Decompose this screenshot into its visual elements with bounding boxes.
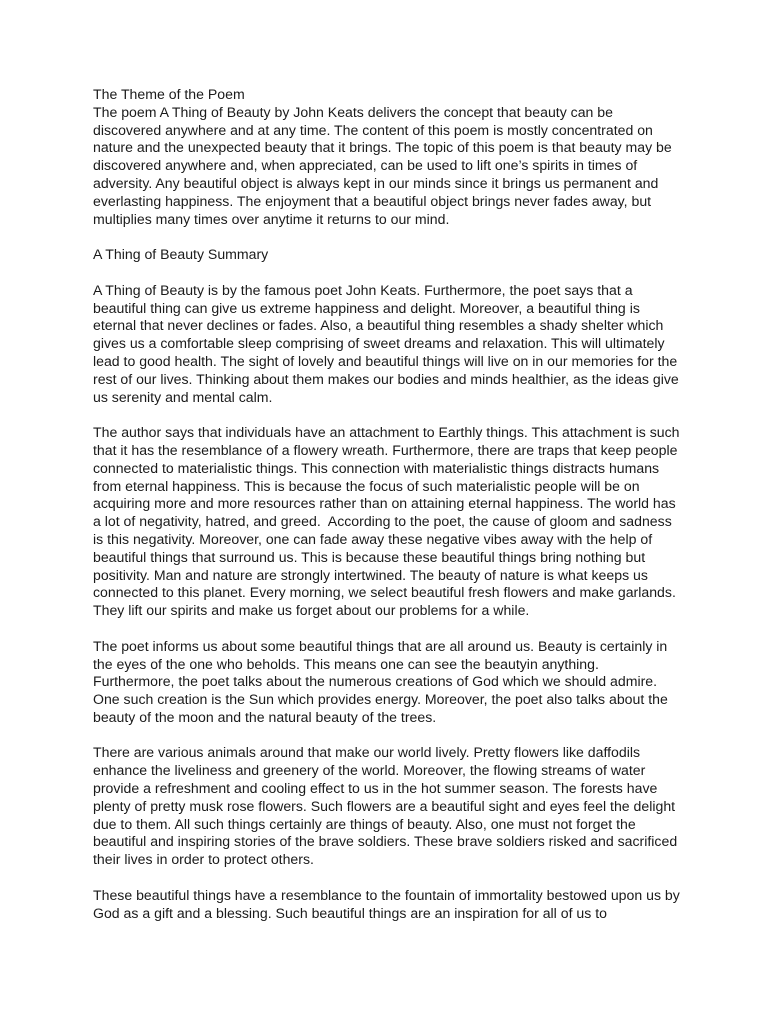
summary-paragraph-3: The poet informs us about some beautiful things that are all around us. Beauty is certainly in the eyes of the one who beholds. This means one can see the beautyin anything. Furthermore, the poet talks about the numerous creations of God which we should admire. One such creation is the Sun which provides energy. Moreover, the poet also talks about the beauty of the moon and the natural beauty of the trees. [93,637,672,725]
summary-paragraph-2: The author says that individuals have an attachment to Earthly things. This attachment is such that it has the resemblance of a flowery wreath. Furthermore, there are traps that keep people connected to materialistic things. This connection with materialistic things distracts humans from eternal happiness. This is because the focus of such materialistic people will be on acquiring more and more resources rather than on attaining eternal happiness. The world has a lot of negativity, hatred, and greed. According to the poet, the cause of gloom and sadness is this negativity. Moreover, one can fade away these negative vibes away with the help of beautiful things that surround us. This is because these beautiful things bring nothing but positivity. Man and nature are strongly intertwined. The beauty of nature is what keeps us connected to this planet. Every morning, we select beautiful fresh flowers and make garlands. They lift our spirits and make us forget about our problems for a while. [93,424,684,619]
summary-paragraph-4: There are various animals around that make our world lively. Pretty flowers like daffodils enhance the liveliness and greenery of the world. Moreover, the flowing streams of water provide a refreshment and cooling effect to us in the hot summer season. The forests have plenty of pretty musk rose flowers. Such flowers are a beautiful sight and eyes feel the delight due to them. All such things certainly are things of beauty. Also, one must not forget the beautiful and inspiring stories of the brave soldiers. These brave soldiers risked and sacrificed their lives in order to protect others. [93,744,682,868]
summary-paragraph-5: These beautiful things have a resemblance to the fountain of immortality bestowed upon us by God as a gift and a blessing. Such beautiful things are an inspiration for all of us to [93,886,684,921]
paragraph-spacer [93,264,683,282]
summary-paragraph-1: A Thing of Beauty is by the famous poet John Keats. Furthermore, the poet says that a beautiful thing can give us extreme happiness and delight. Moreover, a beautiful thing is eternal that never declines or fades. Also, a beautiful thing resembles a shady shelter which gives us a comfortable sleep comprising of sweet dreams and relaxation. This will ultimately lead to good health. The sight of lovely and beautiful things will live on in our memories for the rest of our lives. Thinking about them makes our bodies and minds healthier, as the ideas give us serenity and mental calm. [93,281,683,405]
paragraph-spacer [93,228,683,246]
summary-heading: A Thing of Beauty Summary [93,246,269,263]
page-title: The Theme of the Poem [93,86,245,102]
paragraph-spacer [93,727,683,745]
intro-paragraph: The poem A Thing of Beauty by John Keats delivers the concept that beauty can be discovered anywhere and at any time. The content of this poem is mostly concentrated on nature and the unexpected beauty that it brings. The topic of this poem is that beauty may be discovered anywhere and, when appreciated, can be used to lift one’s spirits in times of adversity. Any beautiful object is always kept in our minds since it brings us permanent and everlasting happiness. The enjoyment that a beautiful object brings never fades away, but multiplies many times over anytime it returns to our mind. [93,103,676,227]
paragraph-spacer [93,620,683,638]
document-body [93,86,683,922]
paragraph-spacer [93,406,683,424]
paragraph-spacer [93,869,683,887]
